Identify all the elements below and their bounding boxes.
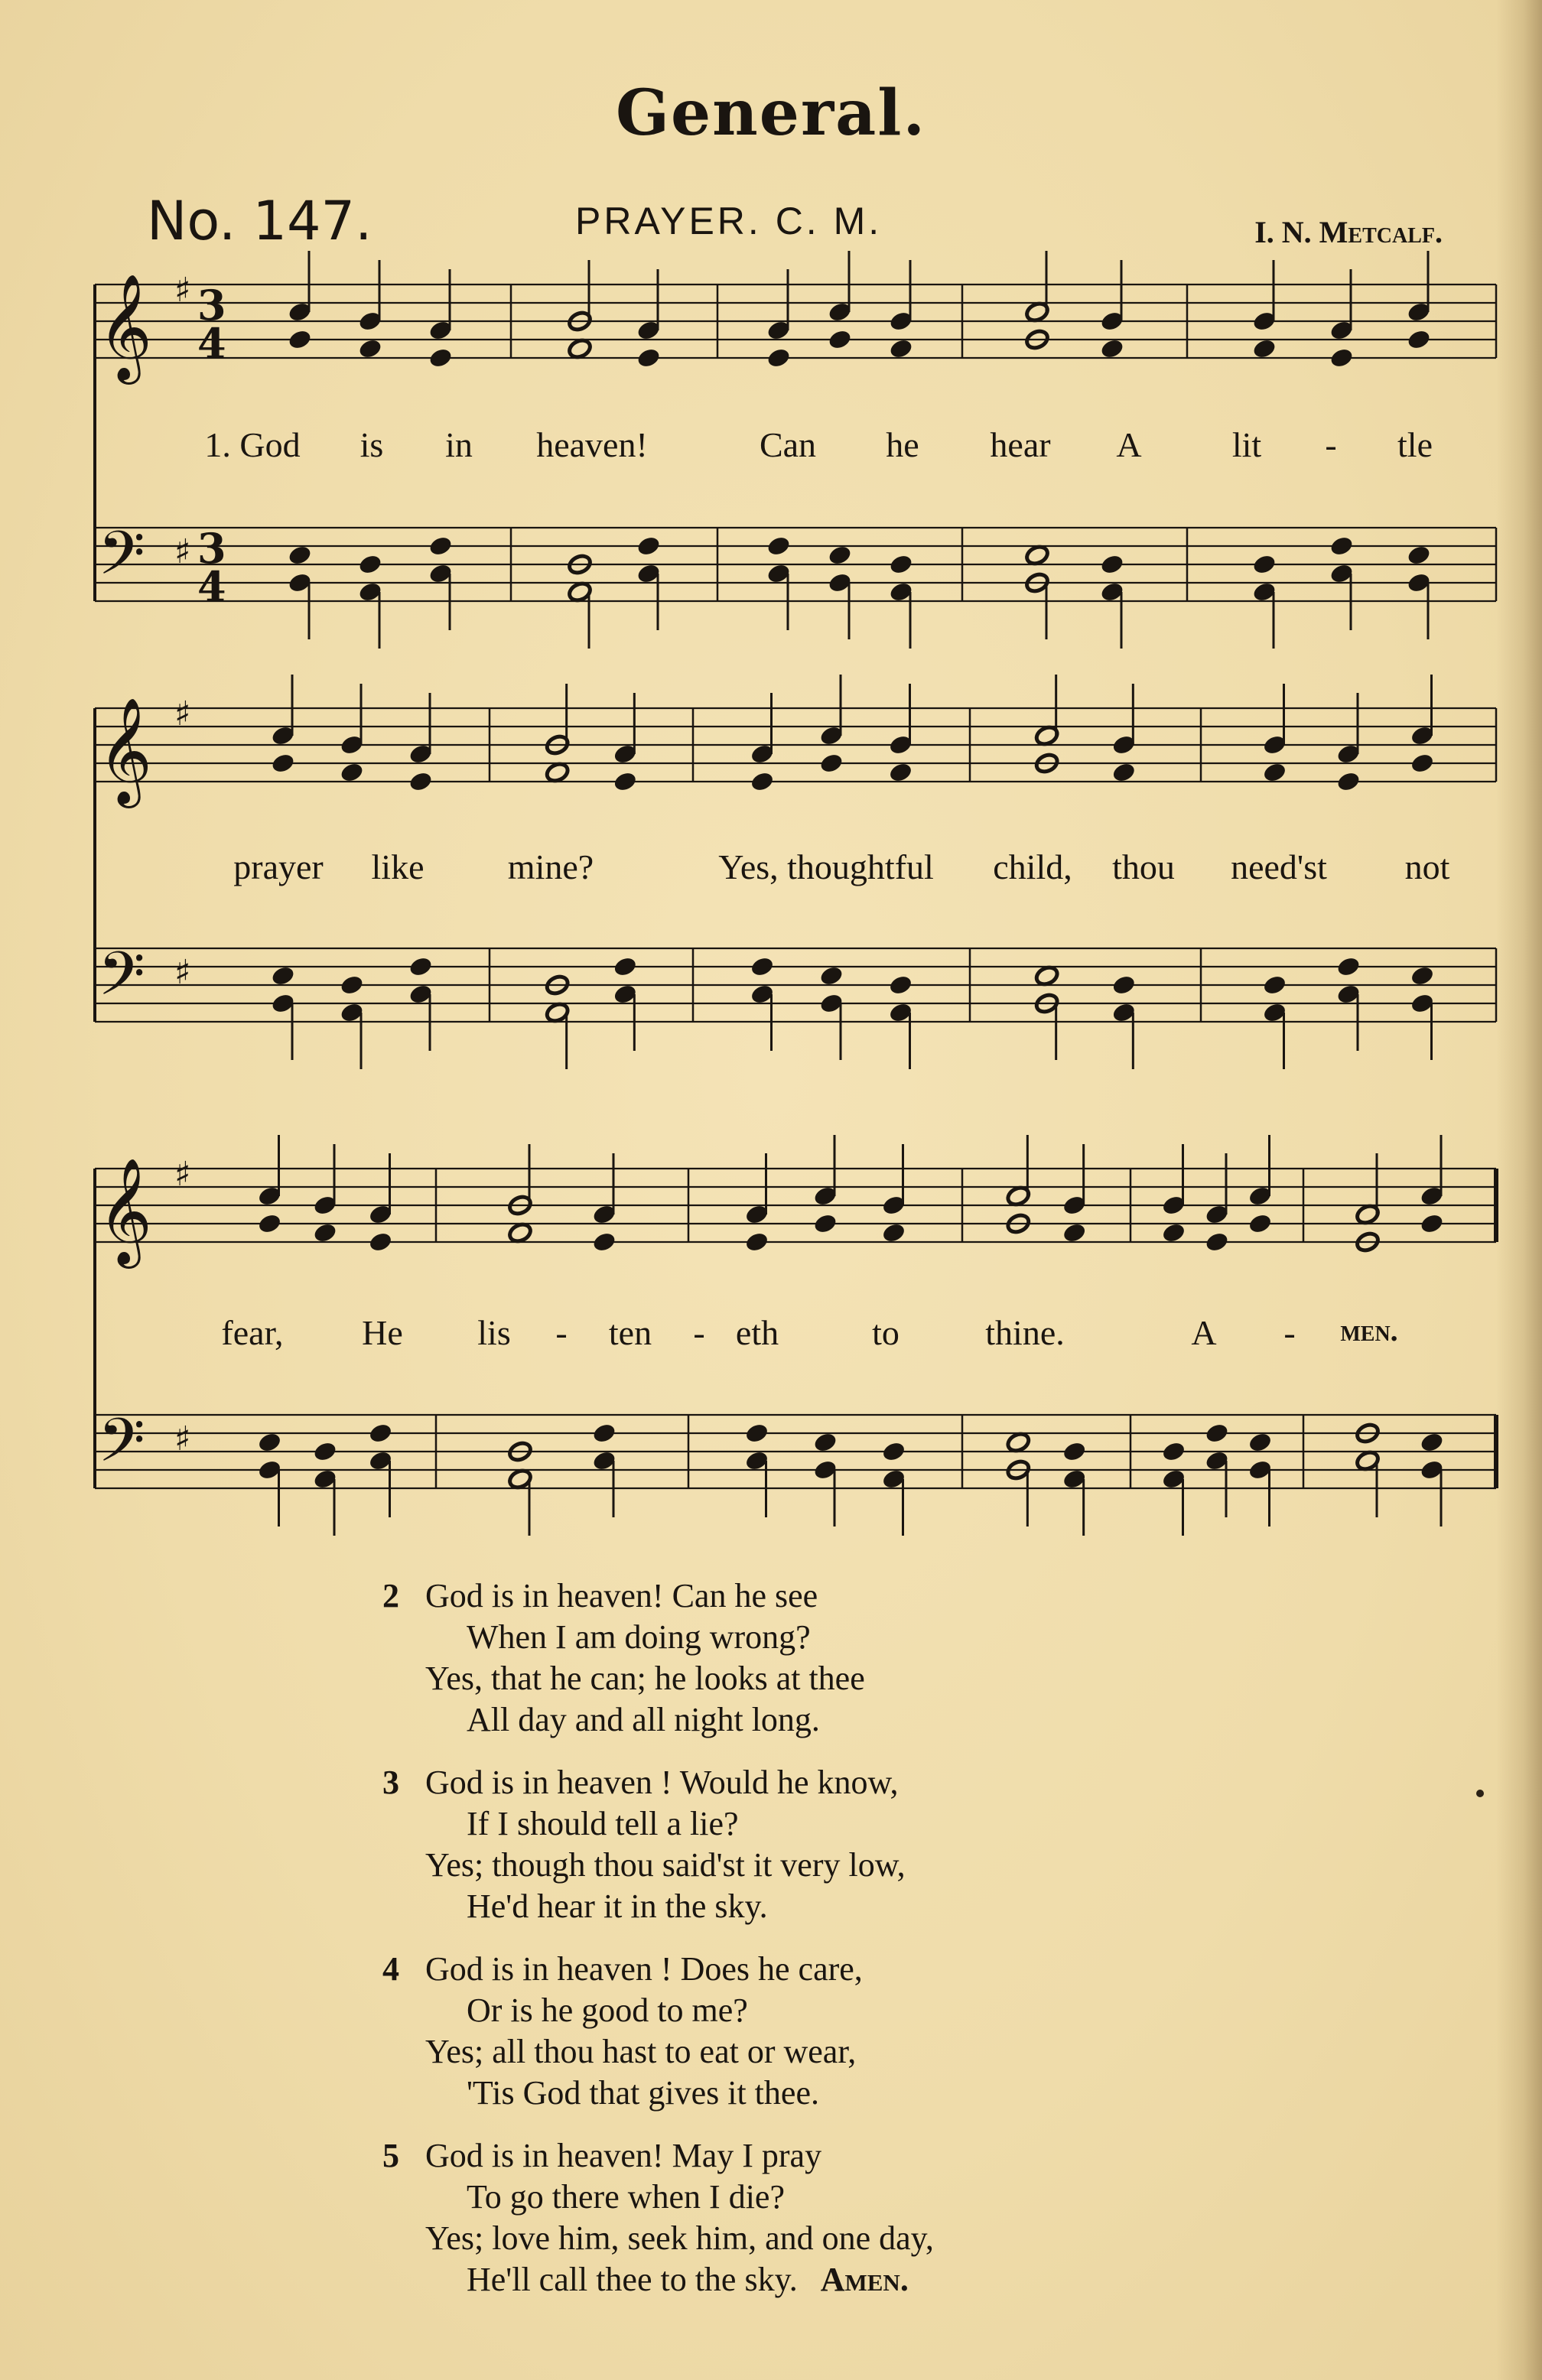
time-signature-bottom: 4	[197, 319, 226, 368]
lyric-syllable: -	[1325, 425, 1337, 464]
note-head	[591, 1231, 617, 1253]
time-signature-bass-bottom: 4	[197, 562, 226, 611]
note-head	[312, 1440, 338, 1463]
note-head	[636, 346, 662, 369]
lyric-syllable: tle	[1397, 425, 1433, 464]
lyric-syllable: He	[362, 1313, 403, 1352]
note-head	[257, 1431, 283, 1454]
note-head	[1329, 535, 1355, 558]
note-head	[507, 1221, 533, 1244]
verse-line: 'Tis God that gives it thee.	[467, 2074, 819, 2112]
verse-line: He'll call thee to the sky.	[467, 2261, 798, 2298]
note-head	[818, 964, 844, 987]
verse-line: When I am doing wrong?	[467, 1618, 811, 1656]
note-head	[1410, 752, 1436, 775]
sharp-icon: ♯	[174, 1419, 191, 1458]
note-head	[612, 770, 638, 793]
verse-line: Yes; love him, seek him, and one day,	[425, 2219, 934, 2257]
sharp-icon: ♯	[174, 532, 191, 571]
lyric-syllable: ten	[608, 1313, 652, 1352]
note-head	[1204, 1422, 1230, 1445]
note-head	[368, 1422, 394, 1445]
note-head	[1111, 974, 1137, 997]
note-head	[1062, 1221, 1088, 1244]
stanza-number: 2	[382, 1577, 399, 1614]
bass-clef-icon: 𝄢	[98, 938, 145, 1024]
lyric-syllable: A	[1191, 1313, 1217, 1352]
lyric-line-2	[0, 847, 1542, 892]
note-head	[827, 544, 853, 567]
lyric-syllable: child,	[993, 847, 1072, 886]
note-head	[545, 761, 571, 784]
note-head	[1329, 346, 1355, 369]
note-head	[1161, 1221, 1187, 1244]
note-head	[1034, 964, 1060, 987]
lyric-syllable: men.	[1340, 1313, 1398, 1348]
lyric-syllable: heaven!	[536, 425, 648, 464]
note-head	[408, 770, 434, 793]
note-head	[270, 752, 296, 775]
note-head	[766, 535, 792, 558]
stanza-number: 4	[382, 1950, 399, 1988]
note-head	[357, 553, 383, 576]
note-head	[1248, 1431, 1274, 1454]
note-head	[567, 337, 593, 360]
note-head	[408, 955, 434, 978]
note-head	[888, 761, 914, 784]
bass-clef-icon: 𝄢	[98, 1405, 145, 1491]
note-head	[881, 1221, 907, 1244]
note-head	[257, 1212, 283, 1235]
stanza-4	[382, 1949, 1300, 2114]
note-head	[287, 544, 313, 567]
stanza-2	[382, 1575, 1300, 1741]
note-head	[766, 346, 792, 369]
note-head	[750, 770, 776, 793]
lyric-syllable: in	[445, 425, 473, 464]
lyric-syllable: -	[693, 1313, 705, 1352]
sharp-icon: ♯	[174, 694, 191, 733]
note-head	[1262, 974, 1288, 997]
note-head	[591, 1422, 617, 1445]
note-head	[1410, 964, 1436, 987]
note-head	[1204, 1231, 1230, 1253]
lyric-syllable: he	[886, 425, 919, 464]
ink-speck	[1476, 1790, 1484, 1797]
lyric-syllable: fear,	[221, 1313, 284, 1352]
lyric-syllable: Can	[759, 425, 817, 464]
note-head	[1251, 337, 1277, 360]
note-head	[1062, 1440, 1088, 1463]
lyric-syllable: thine.	[985, 1313, 1065, 1352]
additional-verses	[382, 1575, 1300, 2322]
lyric-syllable: mine?	[507, 847, 594, 886]
treble-clef-icon: 𝄞	[98, 1158, 152, 1264]
note-head	[1335, 955, 1361, 978]
note-head	[270, 964, 296, 987]
amen-label: Amen.	[820, 2261, 909, 2298]
note-head	[888, 337, 914, 360]
note-head	[339, 974, 365, 997]
sharp-icon: ♯	[174, 1155, 191, 1194]
lyric-syllable: hear	[990, 425, 1051, 464]
hymn-number: No. 147.	[147, 190, 372, 252]
note-head	[428, 346, 454, 369]
note-head	[1335, 770, 1361, 793]
lyric-line-1	[0, 424, 1542, 470]
note-head	[1024, 544, 1050, 567]
note-head	[1248, 1212, 1274, 1235]
note-head	[744, 1422, 770, 1445]
lyric-syllable: need'st	[1231, 847, 1327, 886]
lyric-syllable: is	[359, 425, 384, 464]
verse-line: To go there when I die?	[467, 2178, 785, 2216]
verse-line: God is in heaven ! Does he care,	[425, 1950, 863, 1988]
note-head	[428, 535, 454, 558]
treble-clef-icon: 𝄞	[98, 697, 152, 804]
note-head	[1251, 553, 1277, 576]
lyric-syllable: lit	[1231, 425, 1262, 464]
bass-clef-icon: 𝄢	[98, 518, 145, 603]
verse-line: Or is he good to me?	[467, 1991, 748, 2029]
note-head	[287, 328, 313, 351]
verse-line: God is in heaven! Can he see	[425, 1577, 818, 1614]
sharp-icon: ♯	[174, 953, 191, 992]
note-head	[888, 553, 914, 576]
lyric-syllable: eth	[735, 1313, 779, 1352]
note-head	[1099, 337, 1125, 360]
lyric-syllable: Yes, thoughtful	[718, 847, 934, 886]
lyric-line-3	[0, 1312, 1542, 1358]
verse-line: Yes, that he can; he looks at thee	[425, 1660, 865, 1697]
verse-line: All day and all night long.	[467, 1701, 820, 1738]
note-head	[636, 535, 662, 558]
note-head	[312, 1221, 338, 1244]
lyric-syllable: A	[1116, 425, 1142, 464]
note-head	[368, 1231, 394, 1253]
tune-name: PRAYER. C. M.	[575, 200, 883, 242]
note-head	[888, 974, 914, 997]
note-head	[881, 1440, 907, 1463]
note-head	[744, 1231, 770, 1253]
note-head	[827, 328, 853, 351]
note-head	[812, 1212, 838, 1235]
lyric-syllable: not	[1404, 847, 1450, 886]
lyric-syllable: -	[555, 1313, 568, 1352]
lyric-syllable: prayer	[233, 847, 324, 886]
note-head	[812, 1431, 838, 1454]
verse-line: God is in heaven ! Would he know,	[425, 1764, 899, 1801]
stanza-3	[382, 1762, 1300, 1927]
verse-line: If I should tell a lie?	[467, 1805, 739, 1842]
lyric-syllable: thou	[1112, 847, 1175, 886]
note-head	[1005, 1431, 1031, 1454]
sharp-icon: ♯	[174, 271, 191, 310]
note-head	[339, 761, 365, 784]
note-head	[357, 337, 383, 360]
verse-line: Yes; all thou hast to eat or wear,	[425, 2033, 857, 2070]
note-head	[1111, 761, 1137, 784]
verse-line: Yes; though thou said'st it very low,	[425, 1846, 906, 1884]
note-head	[1419, 1431, 1445, 1454]
lyric-syllable: -	[1283, 1313, 1296, 1352]
composer-name: I. N. Metcalf.	[1254, 215, 1443, 249]
lyric-syllable: 1. God	[204, 425, 301, 464]
verse-line: God is in heaven! May I pray	[425, 2137, 822, 2174]
note-head	[1099, 553, 1125, 576]
note-head	[750, 955, 776, 978]
note-head	[1406, 328, 1432, 351]
stanza-number: 3	[382, 1764, 399, 1801]
time-signature-top: 3	[197, 281, 226, 330]
note-head	[818, 752, 844, 775]
note-head	[1262, 761, 1288, 784]
section-title: General.	[615, 76, 927, 150]
verse-line: He'd hear it in the sky.	[467, 1887, 768, 1925]
stanza-number: 5	[382, 2137, 399, 2174]
lyric-syllable: to	[872, 1313, 899, 1352]
note-head	[612, 955, 638, 978]
note-head	[1161, 1440, 1187, 1463]
time-signature-bass-top: 3	[197, 524, 226, 573]
lyric-syllable: like	[371, 847, 425, 886]
treble-clef-icon: 𝄞	[98, 274, 152, 380]
lyric-syllable: lis	[477, 1313, 511, 1352]
note-head	[1419, 1212, 1445, 1235]
note-head	[1406, 544, 1432, 567]
stanza-5	[382, 2135, 1300, 2300]
